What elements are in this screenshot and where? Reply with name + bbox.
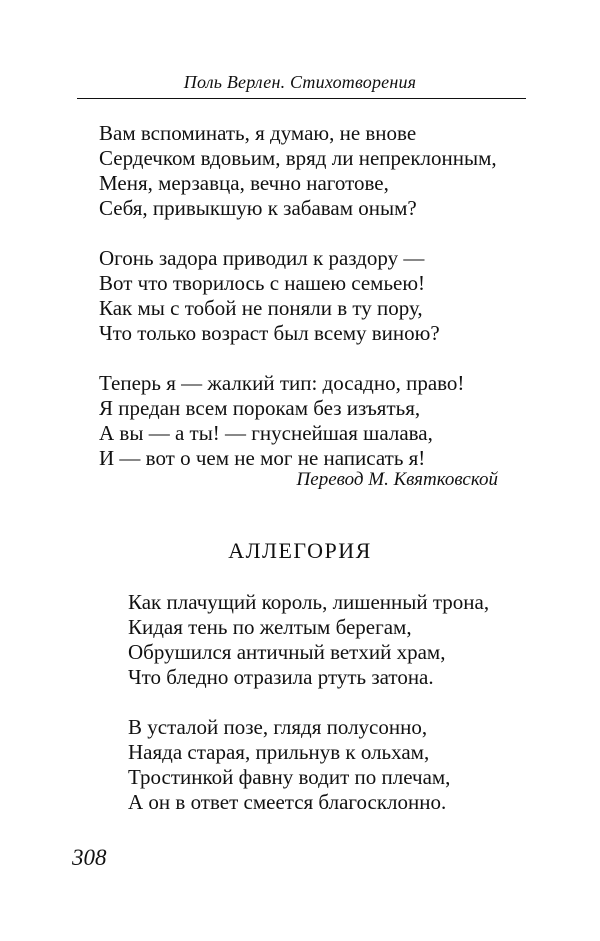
stanza-3 [99,371,497,471]
poem-line: Меня, мерзавца, вечно наготове, [99,171,389,195]
running-head: Поль Верлен. Стихотворения [183,72,417,92]
poem-line: Обрушился античный ветхий храм, [128,640,446,664]
poem-line: Вам вспоминать, я думаю, не внове [99,121,417,145]
poem-line: Что бледно отразила ртуть затона. [128,665,434,689]
poem-line: Теперь я — жалкий тип: досадно, право! [99,371,465,395]
poem-line: Кидая тень по желтым берегам, [128,615,412,639]
poem-line: Вот что творилось с нашею семьею! [99,271,426,295]
stanza-2 [99,246,497,346]
translator-credit: Перевод М. Квятковской [296,469,498,490]
poem-line: Наяда старая, прильнув к ольхам, [128,740,430,764]
poem-line: Я предан всем порокам без изъятья, [99,396,421,420]
page-number: 308 [72,845,107,870]
poem-line: Себя, привыкшую к забавам оным? [99,196,417,220]
poem-line: Что только возраст был всему виною? [99,321,440,345]
header-rule [77,98,526,99]
poem-line: В усталой позе, глядя полусонно, [128,715,428,739]
poem-line: Сердечком вдовьим, вряд ли непреклонным, [99,146,497,170]
poem-line: Как мы с тобой не поняли в ту пору, [99,296,423,320]
poem-line: Тростинкой фавну водит по плечам, [128,765,451,789]
poem-line: И — вот о чем не мог не написать я! [99,446,426,470]
poem-line: Огонь задора приводил к раздору — [99,246,425,270]
stanza-1 [128,590,489,690]
poem-line: Как плачущий король, лишенный трона, [128,590,490,614]
poem-title: АЛЛЕГОРИЯ [228,538,372,563]
stanza-2 [128,715,489,815]
poem-allegory-text [128,590,489,840]
stanza-1 [99,121,497,221]
poem-verlaine-text [99,121,497,496]
poem-line: А он в ответ смеется благосклонно. [128,790,447,814]
poem-line: А вы — а ты! — гнуснейшая шалава, [99,421,433,445]
